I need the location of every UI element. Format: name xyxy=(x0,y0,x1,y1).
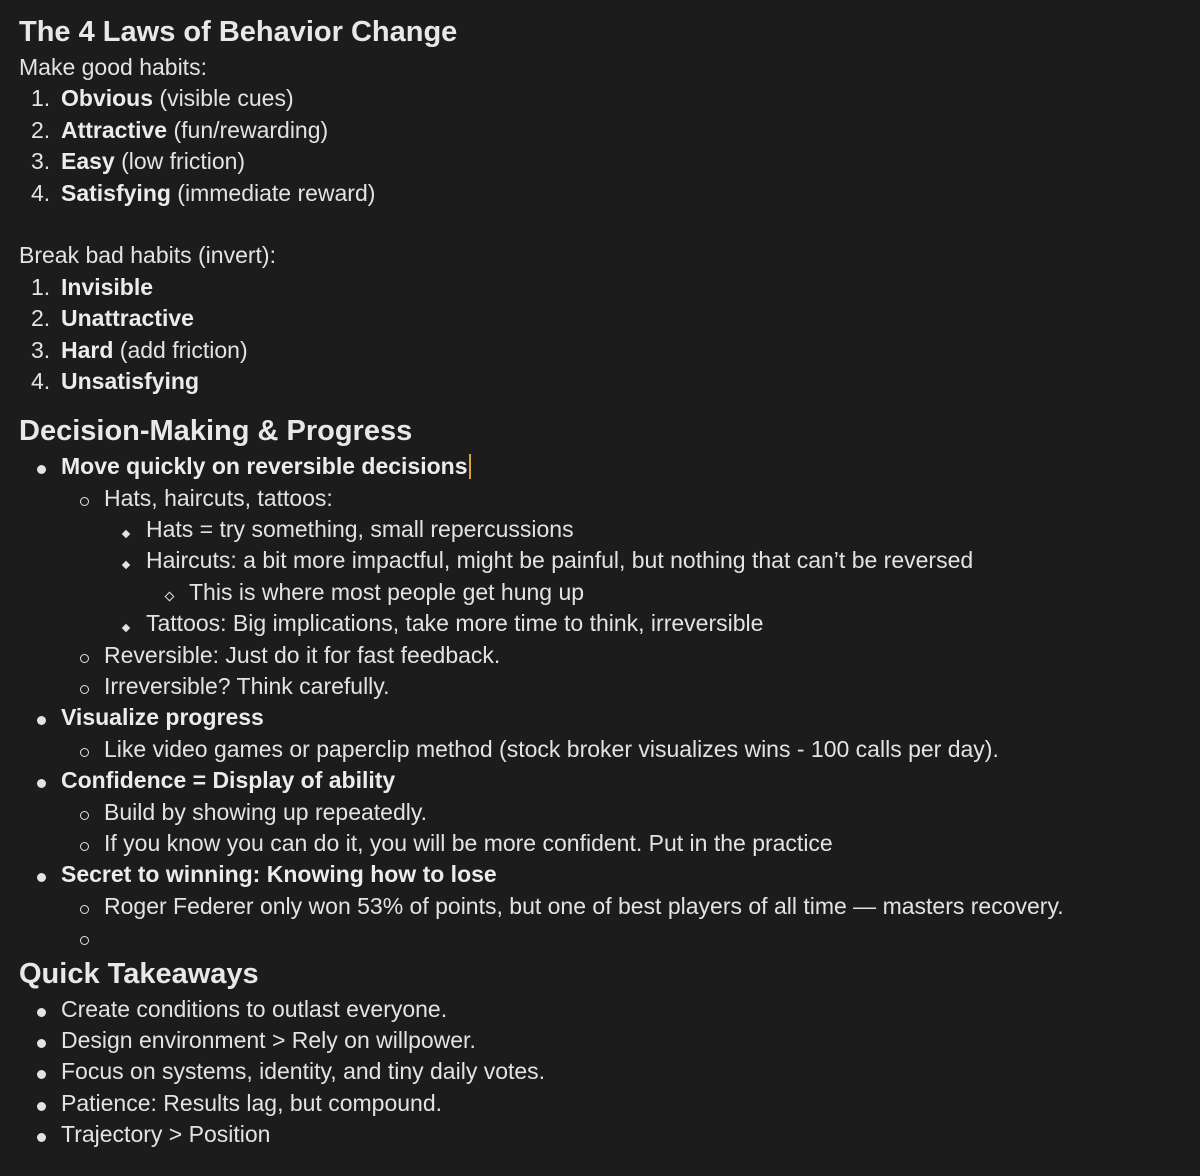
heading-decision-making: Decision-Making & Progress xyxy=(19,415,413,448)
note-editor[interactable] xyxy=(19,12,1189,1151)
list-item-irreversible: Irreversible? Think carefully. xyxy=(19,671,1189,702)
make-good-habits-label: Make good habits: xyxy=(19,54,207,80)
takeaway-item: Trajectory > Position xyxy=(19,1119,1189,1150)
list-item-tattoos: Tattoos: Big implications, take more time to think, irreversible xyxy=(19,608,1189,639)
break-bad-habits-label: Break bad habits (invert): xyxy=(19,242,276,269)
list-item-secret: Secret to winning: Knowing how to lose xyxy=(19,859,1189,890)
list-item-video-games: Like video games or paperclip method (stock broker visualizes wins - 100 calls per day). xyxy=(19,734,1189,765)
heading-four-laws: The 4 Laws of Behavior Change xyxy=(19,16,458,48)
break-item-3: 3. Hard (add friction) xyxy=(31,336,248,363)
bullet-open-diamond-icon xyxy=(157,577,181,608)
bullet-circle-icon xyxy=(72,922,96,953)
bullet-circle-icon xyxy=(72,640,96,671)
list-item-haircuts: Haircuts: a bit more impactful, might be painful, but nothing that can’t be reversed xyxy=(19,545,1189,576)
bullet-circle-icon xyxy=(72,797,96,828)
bullet-disc-icon xyxy=(29,859,53,890)
takeaway-item: Patience: Results lag, but compound. xyxy=(19,1088,1189,1119)
make-item-3: 3. Easy (low friction) xyxy=(31,148,246,175)
make-item-1: 1. Obvious (visible cues) xyxy=(31,85,294,112)
list-item-build: Build by showing up repeatedly. xyxy=(19,797,1189,828)
bullet-disc-icon xyxy=(29,451,53,482)
bullet-disc-icon xyxy=(29,702,53,733)
list-item-hats: Hats = try something, small repercussions xyxy=(19,514,1189,545)
bullet-circle-icon xyxy=(72,483,96,514)
list-item-federer: Roger Federer only won 53% of points, but one of best players of all time — masters recovery. xyxy=(19,891,1189,922)
break-item-1: 1. Invisible xyxy=(31,273,154,300)
text-caret xyxy=(469,454,471,479)
bullet-circle-icon xyxy=(72,734,96,765)
blank-line xyxy=(19,209,1189,240)
list-item-visualize: Visualize progress xyxy=(19,702,1189,733)
list-item-hung-up: This is where most people get hung up xyxy=(19,577,1189,608)
list-item-reversible: Reversible: Just do it for fast feedback. xyxy=(19,640,1189,671)
takeaway-item: Focus on systems, identity, and tiny daily votes. xyxy=(19,1056,1189,1087)
bullet-disc-icon xyxy=(29,1088,53,1119)
bullet-circle-icon xyxy=(72,828,96,859)
bullet-circle-icon xyxy=(72,891,96,922)
make-item-2: 2. Attractive (fun/rewarding) xyxy=(31,116,329,143)
bullet-disc-icon xyxy=(29,994,53,1025)
bullet-disc-icon xyxy=(29,1025,53,1056)
bullet-diamond-icon xyxy=(114,545,138,576)
break-item-4: 4. Unsatisfying xyxy=(31,367,200,394)
list-item-hats-haircuts-tattoos: Hats, haircuts, tattoos: xyxy=(19,483,1189,514)
make-item-4: 4. Satisfying (immediate reward) xyxy=(31,179,376,206)
bullet-diamond-icon xyxy=(114,608,138,639)
list-item-confidence: Confidence = Display of ability xyxy=(19,765,1189,796)
bullet-disc-icon xyxy=(29,1056,53,1087)
takeaway-item: Design environment > Rely on willpower. xyxy=(19,1025,1189,1056)
takeaway-item: Create conditions to outlast everyone. xyxy=(19,994,1189,1025)
break-item-2: 2. Unattractive xyxy=(31,305,194,332)
list-item-if-you-know: If you know you can do it, you will be more confident. Put in the practice xyxy=(19,828,1189,859)
list-item-move-quickly: Move quickly on reversible decisions xyxy=(19,451,1189,482)
list-item-empty[interactable] xyxy=(19,922,1189,953)
bullet-circle-icon xyxy=(72,671,96,702)
bullet-diamond-icon xyxy=(114,514,138,545)
heading-quick-takeaways: Quick Takeaways xyxy=(19,957,259,990)
bullet-disc-icon xyxy=(29,765,53,796)
bullet-disc-icon xyxy=(29,1119,53,1150)
